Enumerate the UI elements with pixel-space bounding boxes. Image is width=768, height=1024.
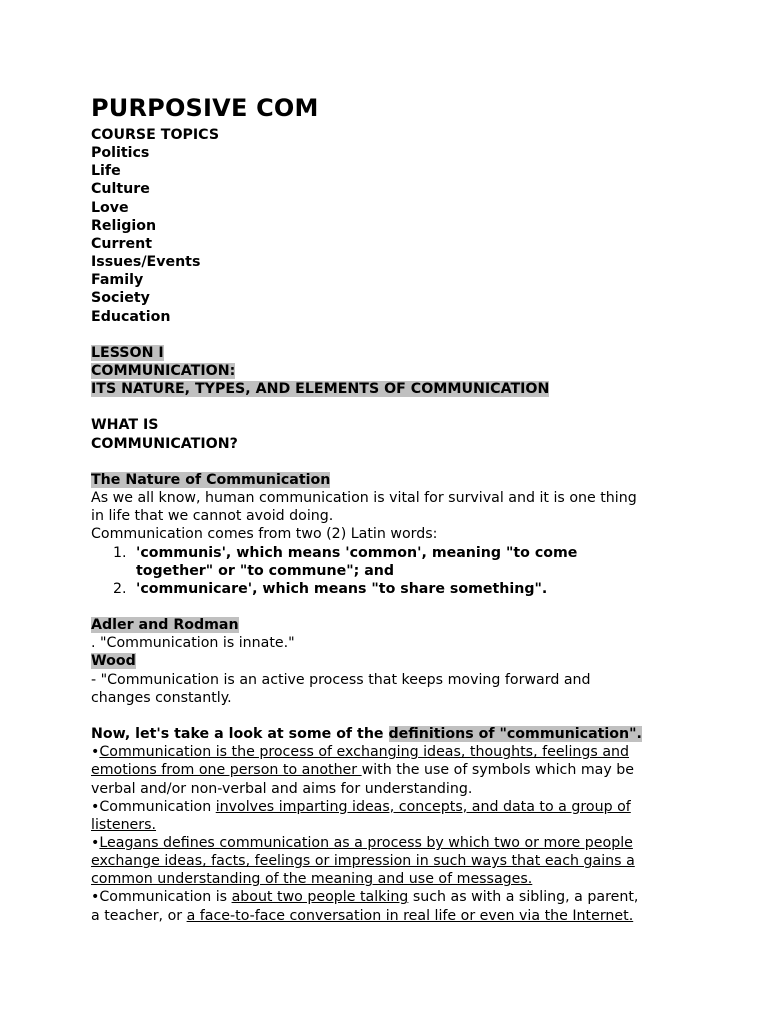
topic-item: Family [91, 272, 144, 289]
lesson-number: LESSON I [91, 344, 164, 361]
definition-item: •Communication is about two people talking such as with a sibling, a parent, a teacher, or a face-to-face conversation in real life or even via the Internet. [91, 889, 639, 924]
definition-item: •Leagans defines communication as a process by which two or more people exchange ideas, facts, feelings or impression in such ways that each gains a common understanding of the meaning and use of messages. [91, 835, 635, 888]
definitions-section [91, 725, 691, 925]
topic-item: Education [91, 308, 171, 325]
bullet: • [91, 798, 100, 815]
topic-item: Current [91, 235, 153, 252]
course-topics [91, 126, 691, 326]
topic-item: Society [91, 290, 150, 307]
nature-paragraph: As we all know, human communication is vital for survival and it is one thing [91, 490, 637, 507]
document-title: PURPOSIVE COM [91, 94, 319, 122]
bullet: • [91, 835, 100, 852]
what-is-heading: WHAT IS COMMUNICATION? [91, 417, 238, 452]
wood-heading: Wood [91, 653, 136, 670]
definitions-intro: Now, let's take a look at some of the definitions of "communication". [91, 726, 642, 743]
document-page [91, 92, 691, 925]
definition-item: •Communication is the process of exchanging ideas, thoughts, feelings and emotions from one person to another with the use of symbols which may be verbal and/or non-verbal and aims for understanding. [91, 744, 634, 797]
topic-item: Religion [91, 217, 157, 234]
adler-heading: Adler and Rodman [91, 617, 239, 634]
lesson-heading [91, 344, 691, 398]
lesson-subtitle: ITS NATURE, TYPES, AND ELEMENTS OF COMMUNICATION [91, 381, 550, 398]
nature-section [91, 471, 691, 598]
topic-item: Politics [91, 145, 150, 162]
wood-quote: - "Communication is an active process that keeps moving forward and [91, 671, 591, 688]
wood-quote: changes constantly. [91, 689, 232, 706]
bullet: • [91, 744, 100, 761]
wood-section [91, 652, 691, 706]
latin-words-list [91, 544, 691, 598]
topic-item: Issues/Events [91, 254, 201, 271]
lesson-topic: COMMUNICATION: [91, 363, 236, 380]
list-item: 2. 'communicare', which means "to share something". [113, 580, 548, 597]
bullet: • [91, 889, 100, 906]
nature-paragraph: in life that we cannot avoid doing. [91, 508, 334, 525]
adler-section [91, 616, 691, 652]
nature-heading: The Nature of Communication [91, 471, 331, 488]
topic-item: Love [91, 199, 129, 216]
list-item: 1. 'communis', which means 'common', meaning "to come together" or "to commune"; and [113, 544, 578, 579]
topic-item: Life [91, 163, 121, 180]
adler-quote: . "Communication is innate." [91, 635, 295, 652]
topic-item: Culture [91, 181, 150, 198]
course-topics-heading: COURSE TOPICS [91, 127, 220, 143]
latin-words-intro: Communication comes from two (2) Latin words: [91, 526, 438, 543]
definition-item: •Communication involves imparting ideas, concepts, and data to a group of listeners. [91, 798, 631, 833]
